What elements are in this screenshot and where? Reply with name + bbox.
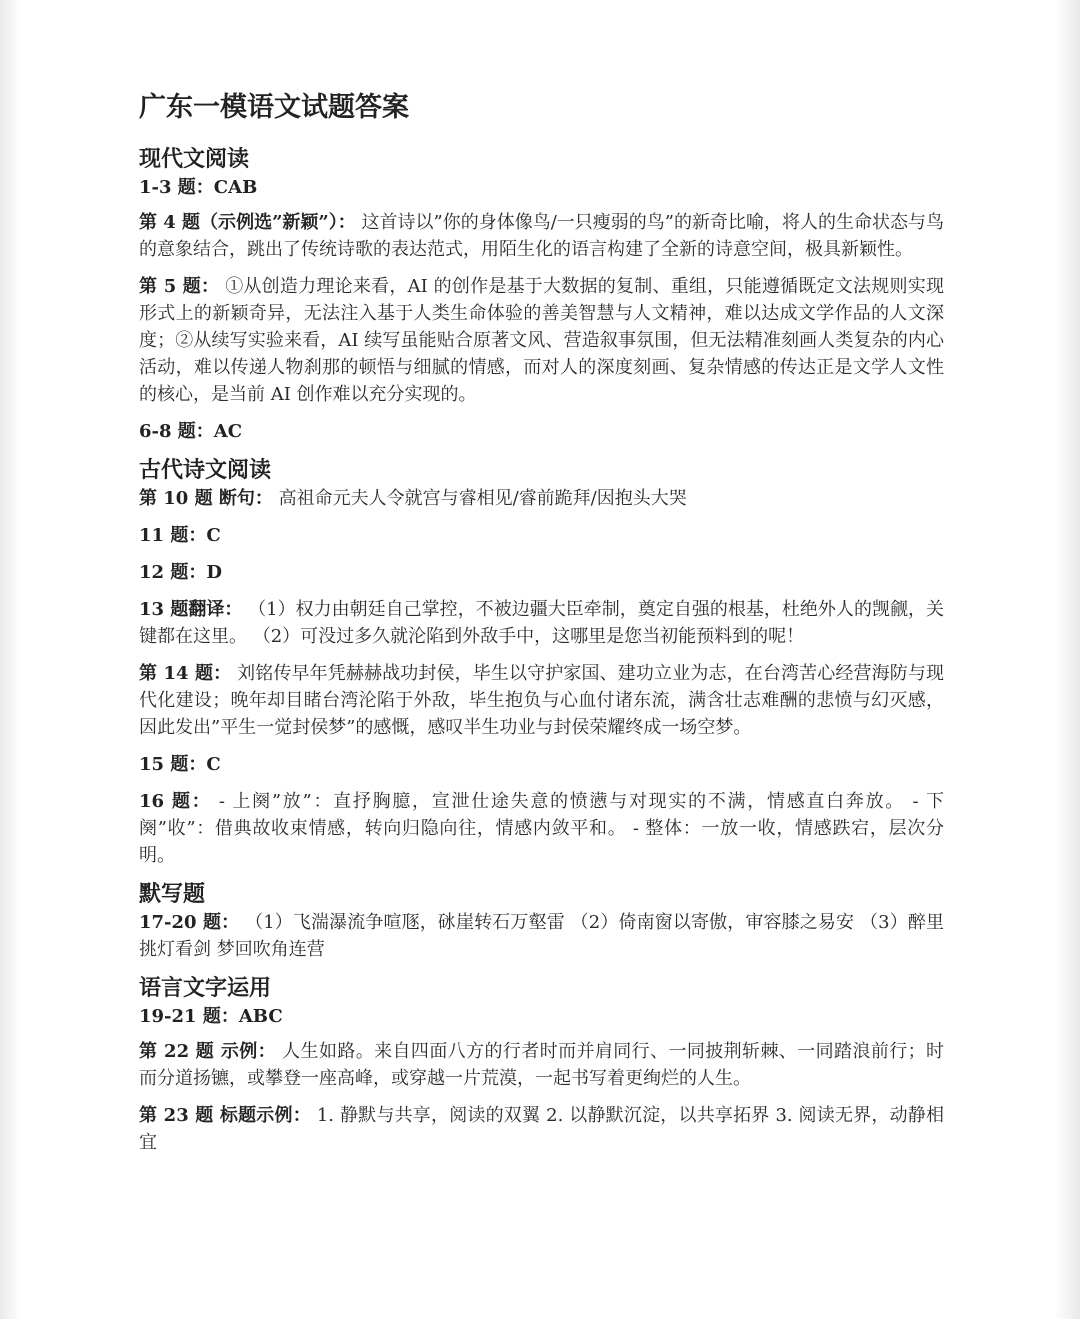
answer-label: 第 22 题 示例： [139,1041,277,1062]
answer-text: ABC [238,1006,283,1027]
answer-text: ①从创造力理论来看，AI 的创作是基于大数据的复制、重组，只能遵循既定文法规则实现形式上的新颖奇异，无法注入基于人类生命体验的善美智慧与人文精神，难以达成文学作品的人文深度；②从续写实验来看，AI 续写虽能贴合原著文风、营造叙事氛围，但无法精准刻画人类复杂的内心活动，难以传递人物刹那的顿悟与细腻的情感，而对人的深度刻画、复杂情感的传达正是文学人文性的核心，是当前 AI 创作难以充分实现的。 [139,276,944,405]
answer-label: 第 23 题 标题示例： [139,1105,311,1126]
answer-label: 11 题： [139,525,207,546]
answer-text: C [206,754,221,775]
document-title: 广东一模语文试题答案 [139,92,409,123]
answer-item [139,174,944,201]
answer-label: 1-3 题： [139,177,214,198]
answer-text: AC [213,421,243,442]
answer-item [139,273,944,408]
answer-item [139,1003,944,1030]
answer-label: 6-8 题： [139,421,214,442]
answer-item [139,485,944,512]
answer-label: 19-21 题： [139,1006,239,1027]
section-heading-modern-reading: 现代文阅读 [139,146,250,172]
answer-item [139,660,944,741]
answer-text: 1. 静默与共享，阅读的双翼 2. 以静默沉淀，以共享拓界 3. 阅读无界，动静相宜 [139,1105,944,1153]
answer-text: CAB [213,177,258,198]
answer-text: （1）权力由朝廷自己掌控，不被边疆大臣牵制，奠定自强的根基，杜绝外人的觊觎，关键都在这里。 （2）可没过多久就沦陷到外敌手中，这哪里是您当初能预料到的呢！ [139,599,944,647]
answer-label: 17-20 题： [139,912,240,933]
answer-text: D [206,562,222,583]
answer-label: 13 题翻译： [139,599,243,620]
answer-item [139,559,944,586]
answer-label: 第 4 题（示例选”新颖”）： [139,212,356,233]
answer-item [139,522,944,549]
answer-item [139,751,944,778]
answer-label: 16 题： [139,791,212,812]
answer-label: 12 题： [139,562,207,583]
answer-item [139,418,944,445]
answer-item [139,596,944,650]
answer-item [139,1038,944,1092]
answer-text: 这首诗以”你的身体像鸟/一只瘦弱的鸟”的新奇比喻，将人的生命状态与鸟的意象结合，跳出了传统诗歌的表达范式，用陌生化的语言构建了全新的诗意空间，极具新颖性。 [139,212,945,260]
answer-text: - 上阕”放”：直抒胸臆，宣泄仕途失意的愤懑与对现实的不满，情感直白奔放。 - 下阕”收”：借典故收束情感，转向归隐向往，情感内敛平和。 - 整体：一放一收，情感跌宕，层次分明。 [139,791,944,866]
answer-text: 高祖命元夫人令就宫与睿相见/睿前跪拜/因抱头大哭 [272,488,687,509]
document-page [139,88,944,1166]
answer-text: 人生如路。来自四面八方的行者时而并肩同行、一同披荆斩棘、一同踏浪前行；时而分道扬镳，或攀登一座高峰，或穿越一片荒漠，一起书写着更绚烂的人生。 [139,1041,945,1089]
answer-item [139,1102,944,1156]
answer-label: 第 5 题： [139,276,220,297]
section-heading-classical-reading: 古代诗文阅读 [139,457,272,483]
section-heading-language-use: 语言文字运用 [139,975,272,1001]
answer-item [139,788,944,869]
answer-label: 15 题： [139,754,207,775]
answer-text: C [206,525,221,546]
page-shadow-right [1054,0,1080,1319]
page-shadow-left [0,0,22,1319]
answer-label: 第 10 题 断句： [139,488,273,509]
section-heading-dictation: 默写题 [139,881,206,907]
answer-item [139,209,944,263]
answer-item [139,909,944,963]
answer-text: （1）飞湍瀑流争喧豗，砯崖转石万壑雷 （2）倚南窗以寄傲，审容膝之易安 （3）醉里挑灯看剑 梦回吹角连营 [139,912,944,960]
answer-text: 刘铭传早年凭赫赫战功封侯，毕生以守护家国、建功立业为志，在台湾苦心经营海防与现代化建设；晚年却目睹台湾沦陷于外敌，毕生抱负与心血付诸东流，满含壮志难酬的悲愤与幻灭感，因此发出”平生一觉封侯梦”的感慨，感叹半生功业与封侯荣耀终成一场空梦。 [139,663,944,738]
answer-label: 第 14 题： [139,663,232,684]
